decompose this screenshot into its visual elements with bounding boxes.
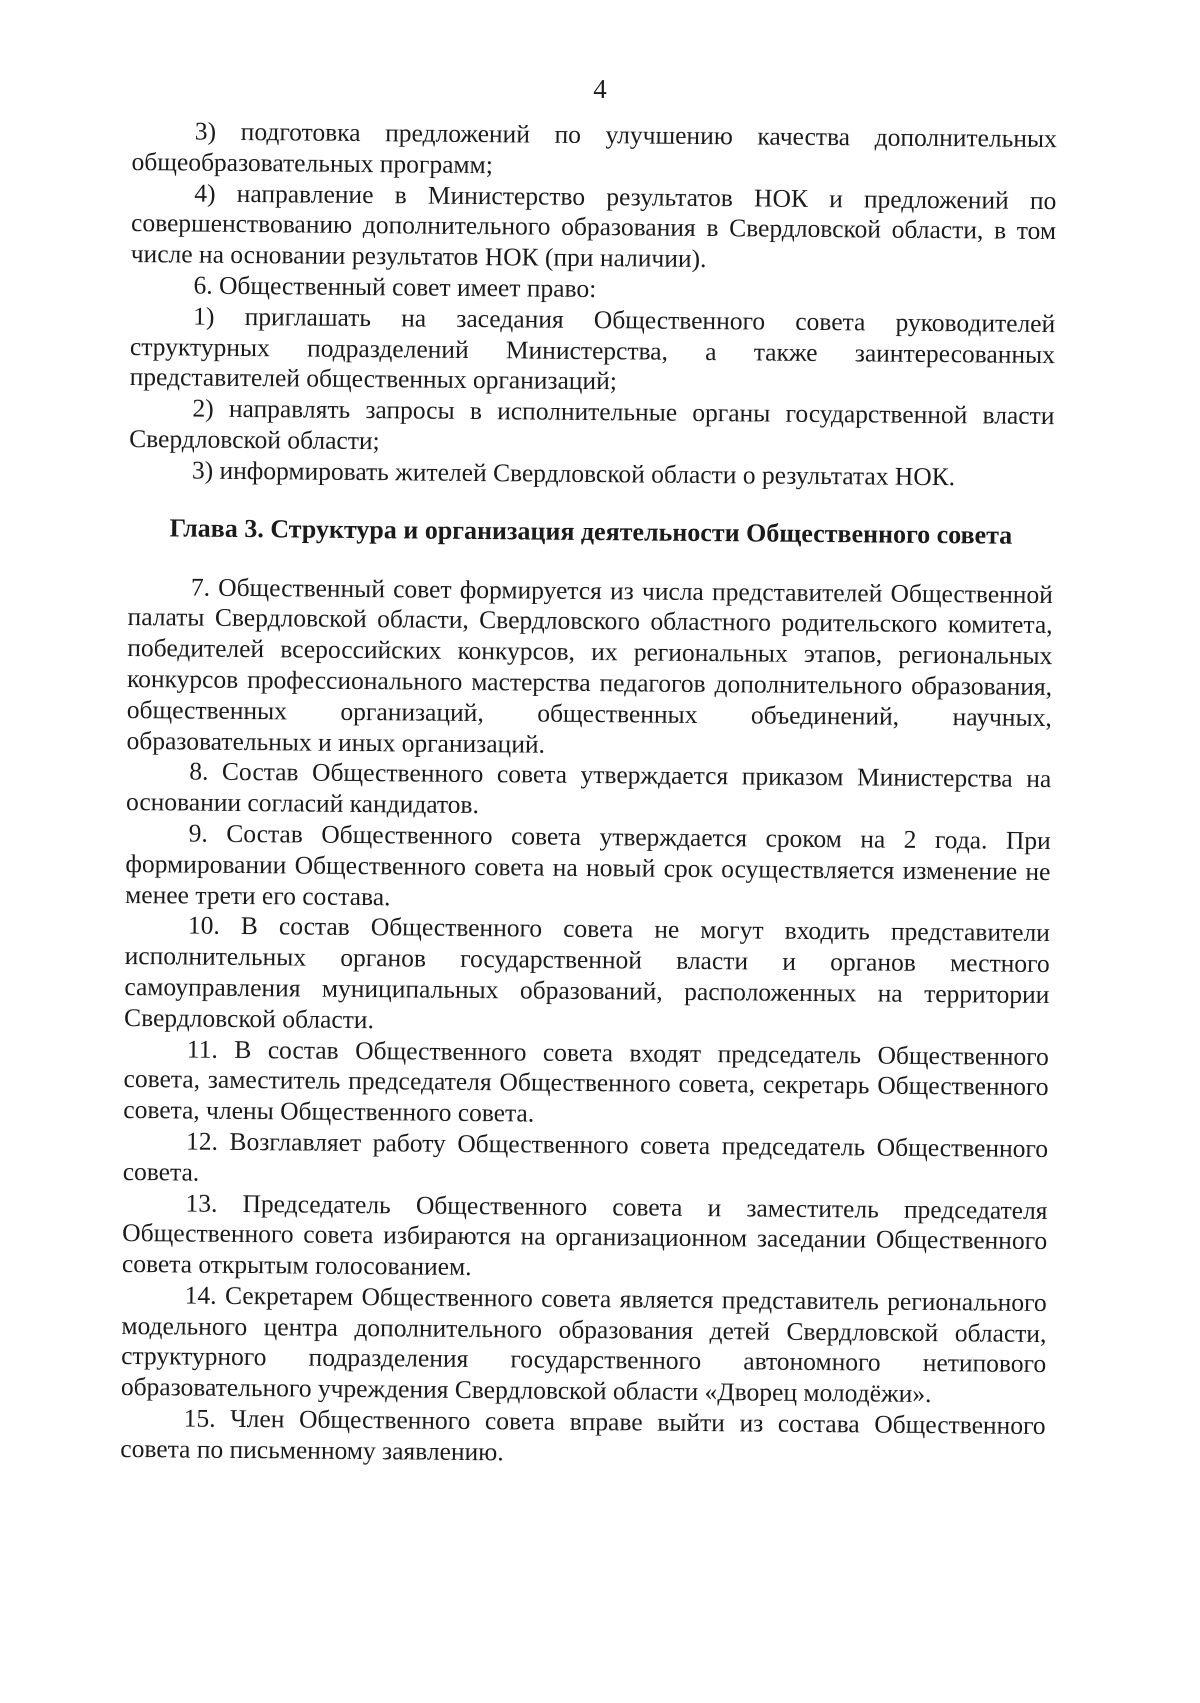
page-number: 4 [593,74,607,104]
paragraph-right-1-invite: 1) приглашать на заседания Общественного совета руководителей структурных подразделений Министерства, а также заинтересованных представителей общественных организаций; [129,301,1056,396]
paragraph-13: 13. Председатель Общественного совета и заместитель председателя Общественного совета избираются на организационном заседании Общественного совета открытым голосованием. [121,1188,1048,1282]
paragraph-right-2-requests: 2) направлять запросы в исполнительные органы государственной власти Свердловской области; [129,393,1055,456]
paragraph-item-3-proposals: 3) подготовка предложений по улучшению качества дополнительных общеобразовательных программ; [131,116,1057,179]
paragraph-15: 15. Член Общественного совета вправе выйти из состава Общественного совета по письменному заявлению. [120,1403,1046,1467]
chapter-title: Глава 3. Структура и организация деятельности Общественного совета [169,512,1013,550]
paragraph-14: 14. Секретарем Общественного совета является представитель регионального модельного центра дополнительного образования детей Свердловской области, структурного подразделения государственного автономного нетипового образовательного учреждения Свердловской области «Дворец молодёжи». [120,1280,1047,1409]
paragraph-10: 10. В состав Общественного совета не могут входить представители исполнительных органов государственной власти и органов местного самоуправления муниципальных образований, расположенных на территории Свердловской области. [124,910,1051,1034]
paragraph-6-rights: 6. Общественный совет имеет право: [193,270,597,304]
document-body [120,116,1057,1473]
paragraph-7: 7. Общественный совет формируется из числа представителей Общественной палаты Свердловской области, Свердловского областного родительского комитета, победителей всероссийских конкурсов, их региональных этапов, региональных конкурсов профессионального мастерства педагогов дополнительного образования, общественных организаций, общественных объединений, научных, образовательных и иных организаций. [126,572,1053,759]
paragraph-9: 9. Состав Общественного совета утверждается сроком на 2 года. При формировании Общественного совета на новый срок осуществляется изменение не менее трети его состава. [125,818,1051,911]
paragraph-12: 12. Возглавляет работу Общественного совета председатель Общественного совета. [122,1126,1049,1187]
paragraph-8: 8. Состав Общественного совета утверждается приказом Министерства на основании согласий кандидатов. [125,756,1052,820]
paragraph-11: 11. В состав Общественного совета входят председатель Общественного совета, заместитель председателя Общественного совета, секретарь Общественного совета, члены Общественного совета. [123,1034,1049,1128]
paragraph-right-3-inform: 3) информировать жителей Свердловской области о результатах НОК. [191,455,956,491]
paragraph-item-4-direction: 4) направление в Министерство результатов НОК и предложений по совершенствованию дополнительного образования в Свердловской области, в том числе на основании результатов НОК (при наличии). [130,178,1057,274]
